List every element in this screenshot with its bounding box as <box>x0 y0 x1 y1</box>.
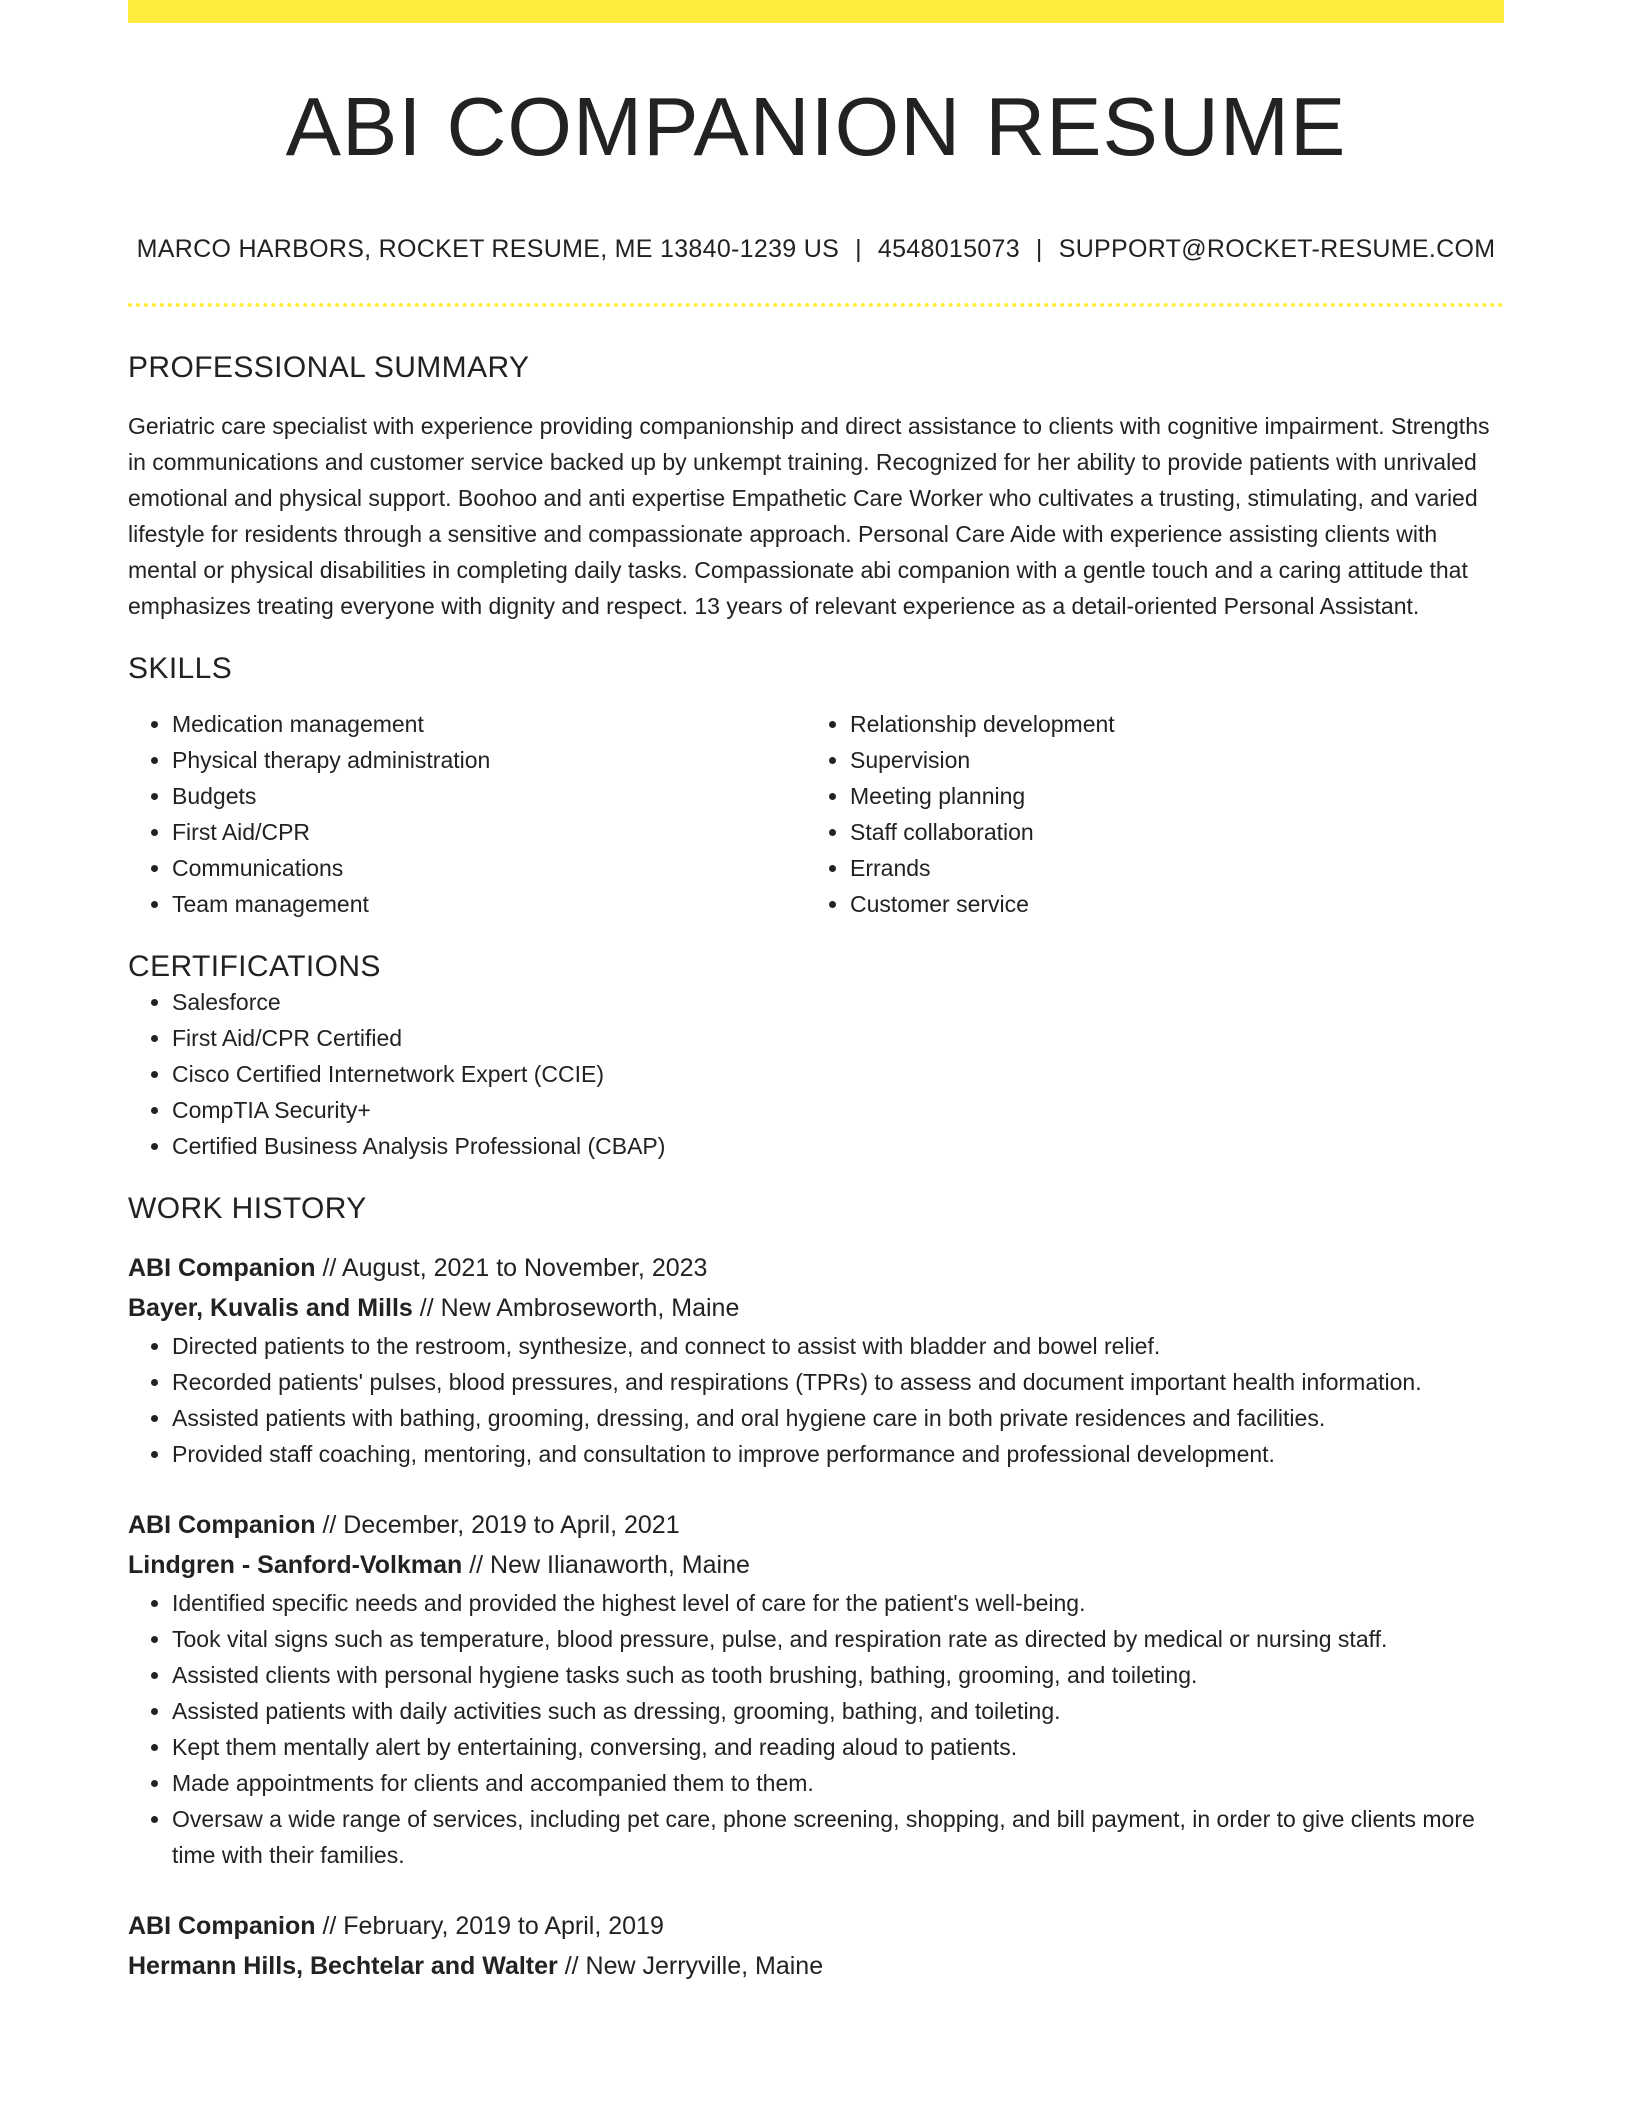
skill-item: • Meeting planning <box>850 778 1484 814</box>
job-duty: • Assisted patients with daily activities such as dressing, grooming, bathing, and toileting. <box>172 1693 1504 1729</box>
skill-item: • Medication management <box>172 706 806 742</box>
certification-item: • Cisco Certified Internetwork Expert (CCIE) <box>172 1056 1504 1092</box>
job-location: // New Ilianaworth, Maine <box>462 1551 750 1579</box>
contact-address: MARCO HARBORS, ROCKET RESUME, ME 13840-1239 US <box>136 235 840 263</box>
job-title: ABI Companion <box>128 1511 316 1539</box>
certification-item: • First Aid/CPR Certified <box>172 1020 1504 1056</box>
resume-title: ABI COMPANION RESUME <box>285 80 1347 173</box>
contact-email[interactable]: SUPPORT@ROCKET-RESUME.COM <box>1058 235 1496 263</box>
skills-list-left <box>128 706 806 922</box>
job-duty: • Identified specific needs and provided the highest level of care for the patient's well-being. <box>172 1585 1504 1621</box>
job-company: Bayer, Kuvalis and Mills <box>128 1294 413 1322</box>
job-duty: • Recorded patients' pulses, blood pressures, and respirations (TPRs) to assess and document important health information. <box>172 1364 1504 1400</box>
skill-item: • Supervision <box>850 742 1484 778</box>
skills-grid <box>128 706 1504 922</box>
skill-item: • First Aid/CPR <box>172 814 806 850</box>
skill-item: • Customer service <box>850 886 1484 922</box>
work-history-heading: WORK HISTORY <box>128 1192 367 1225</box>
job-title-line <box>128 1505 1504 1545</box>
contact-phone[interactable]: 4548015073 <box>877 235 1020 263</box>
certifications-heading: CERTIFICATIONS <box>128 950 381 983</box>
job-duty: • Provided staff coaching, mentoring, and consultation to improve performance and professional development. <box>172 1436 1504 1472</box>
skill-item: • Physical therapy administration <box>172 742 806 778</box>
job-title-line <box>128 1248 1504 1288</box>
job-entry <box>128 1248 1504 1472</box>
job-duty: • Kept them mentally alert by entertaining, conversing, and reading aloud to patients. <box>172 1729 1504 1765</box>
job-title-line <box>128 1906 1504 1946</box>
resume-page <box>128 0 1504 1986</box>
job-company-line <box>128 1288 1504 1328</box>
skill-item: • Relationship development <box>850 706 1484 742</box>
certification-item: • CompTIA Security+ <box>172 1092 1504 1128</box>
job-duty: • Directed patients to the restroom, synthesize, and connect to assist with bladder and bowel relief. <box>172 1328 1504 1364</box>
job-company: Lindgren - Sanford-Volkman <box>128 1551 463 1579</box>
skills-column-left <box>128 706 806 922</box>
job-duty: • Oversaw a wide range of services, including pet care, phone screening, shopping, and bill payment, in order to give clients more time with their families. <box>172 1801 1504 1873</box>
skill-item: • Team management <box>172 886 806 922</box>
job-company: Hermann Hills, Bechtelar and Walter <box>128 1952 558 1980</box>
job-duty: • Took vital signs such as temperature, blood pressure, pulse, and respiration rate as directed by medical or nursing staff. <box>172 1621 1504 1657</box>
summary-text: Geriatric care specialist with experience providing companionship and direct assistance to clients with cognitive impairment. Strengths in communications and customer service backed up by unkempt training. Recognized for her ability to provide patients with unrivaled emotional and physical support. Boohoo and anti expertise Empathetic Care Worker who cultivates a trusting, stimulating, and varied lifestyle for residents through a sensitive and compassionate approach. Personal Care Aide with experience assisting clients with mental or physical disabilities in completing daily tasks. Compassionate abi companion with a gentle touch and a caring attitude that emphasizes treating everyone with dignity and respect. 13 years of relevant experience as a detail-oriented Personal Assistant. <box>128 413 1490 619</box>
job-duty: • Assisted patients with bathing, grooming, dressing, and oral hygiene care in both private residences and facilities. <box>172 1400 1504 1436</box>
job-location: // New Ambroseworth, Maine <box>412 1294 740 1322</box>
job-dates: // December, 2019 to April, 2021 <box>315 1511 680 1539</box>
skill-item: • Budgets <box>172 778 806 814</box>
header-divider <box>128 303 1504 307</box>
job-duty: • Made appointments for clients and accompanied them to them. <box>172 1765 1504 1801</box>
contact-line <box>128 235 1504 264</box>
job-title: ABI Companion <box>128 1912 316 1940</box>
skill-item: • Communications <box>172 850 806 886</box>
job-dates: // February, 2019 to April, 2019 <box>315 1912 664 1940</box>
job-location: // New Jerryville, Maine <box>557 1952 824 1980</box>
contact-separator: | <box>1035 235 1043 263</box>
certification-item: • Salesforce <box>172 984 1504 1020</box>
job-entry <box>128 1505 1504 1873</box>
skill-item: • Errands <box>850 850 1484 886</box>
job-company-line <box>128 1946 1504 1986</box>
job-duties-list <box>128 1328 1504 1472</box>
skill-item: • Staff collaboration <box>850 814 1484 850</box>
skills-heading: SKILLS <box>128 652 233 685</box>
contact-separator: | <box>855 235 862 263</box>
job-duties-list <box>128 1585 1504 1873</box>
skills-list-right <box>806 706 1484 922</box>
job-duty: • Assisted clients with personal hygiene tasks such as tooth brushing, bathing, grooming, and toileting. <box>172 1657 1504 1693</box>
certification-item: • Certified Business Analysis Professional (CBAP) <box>172 1128 1504 1164</box>
skills-column-right <box>806 706 1484 922</box>
job-dates: // August, 2021 to November, 2023 <box>315 1254 708 1282</box>
job-title: ABI Companion <box>128 1254 316 1282</box>
certifications-list <box>128 984 1504 1164</box>
job-entry <box>128 1906 1504 1986</box>
job-company-line <box>128 1545 1504 1585</box>
accent-bar <box>128 0 1504 23</box>
summary-heading: PROFESSIONAL SUMMARY <box>128 351 530 384</box>
